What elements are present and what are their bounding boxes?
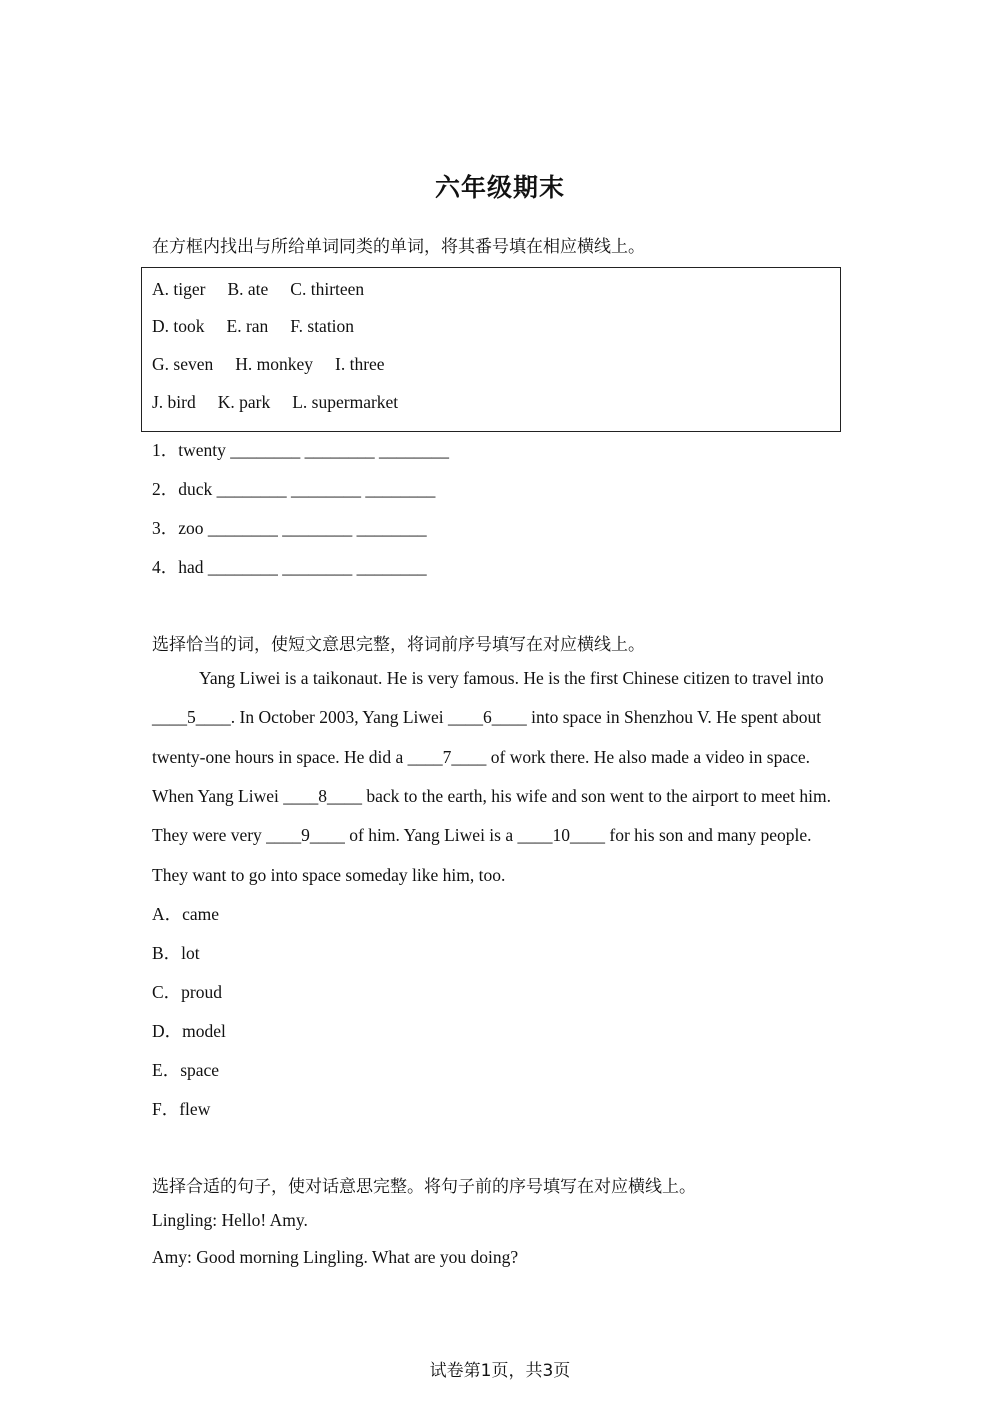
- question-4: 4．had ________ ________ ________: [152, 557, 427, 577]
- word-option: F. station: [290, 316, 355, 336]
- passage-line: When Yang Liwei ____8____ back to the earth, his wife and son went to the airport to meet him.: [152, 786, 831, 806]
- word-box-row: [152, 392, 420, 413]
- dialogue-line: Lingling: Hello! Amy.: [152, 1210, 308, 1230]
- word-box-row: [152, 316, 376, 337]
- question-3: 3．zoo ________ ________ ________: [152, 518, 427, 538]
- passage-line: They were very ____9____ of him. Yang Liwei is a ____10____ for his son and many people.: [152, 825, 812, 845]
- option-f: F．flew: [152, 1099, 211, 1119]
- word-box-row: [152, 279, 386, 300]
- word-option: G. seven: [152, 354, 214, 374]
- question-1: 1．twenty ________ ________ ________: [152, 440, 450, 460]
- word-option: A. tiger: [152, 279, 206, 299]
- passage-line: ____5____. In October 2003, Yang Liwei ____6____ into space in Shenzhou V. He spent about: [152, 707, 822, 727]
- option-c: C．proud: [152, 982, 222, 1002]
- word-option: L. supermarket: [292, 392, 399, 412]
- question-2: 2．duck ________ ________ ________: [152, 479, 436, 499]
- page-title: 六年级期末: [434, 173, 565, 202]
- word-box-row: [152, 354, 407, 375]
- word-box: [141, 267, 841, 432]
- word-option: C. thirteen: [290, 279, 365, 299]
- section1-instruction: 在方框内找出与所给单词同类的单词，将其番号填在相应横线上。: [152, 237, 645, 257]
- option-b: B．lot: [152, 943, 200, 963]
- dialogue-line: Amy: Good morning Lingling. What are you doing?: [152, 1247, 519, 1267]
- section2-instruction: 选择恰当的词，使短文意思完整，将词前序号填写在对应横线上。: [152, 635, 645, 655]
- word-option: B. ate: [227, 279, 269, 299]
- word-option: H. monkey: [235, 354, 314, 374]
- option-a: A．came: [152, 904, 220, 924]
- word-option: J. bird: [152, 392, 196, 412]
- word-option: K. park: [217, 392, 271, 412]
- word-option: I. three: [335, 354, 385, 374]
- section3-instruction: 选择合适的句子，使对话意思完整。将句子前的序号填写在对应横线上。: [152, 1177, 696, 1197]
- passage-line: twenty-one hours in space. He did a ____7____ of work there. He also made a video in space.: [152, 747, 811, 767]
- word-option: E. ran: [226, 316, 269, 336]
- page-footer: 试卷第1页，共3页: [429, 1361, 571, 1381]
- option-e: E．space: [152, 1060, 220, 1080]
- passage-line: Yang Liwei is a taikonaut. He is very famous. He is the first Chinese citizen to travel into: [199, 668, 824, 688]
- option-d: D．model: [152, 1021, 226, 1041]
- word-option: D. took: [152, 316, 205, 336]
- passage-line: They want to go into space someday like him, too.: [152, 865, 506, 885]
